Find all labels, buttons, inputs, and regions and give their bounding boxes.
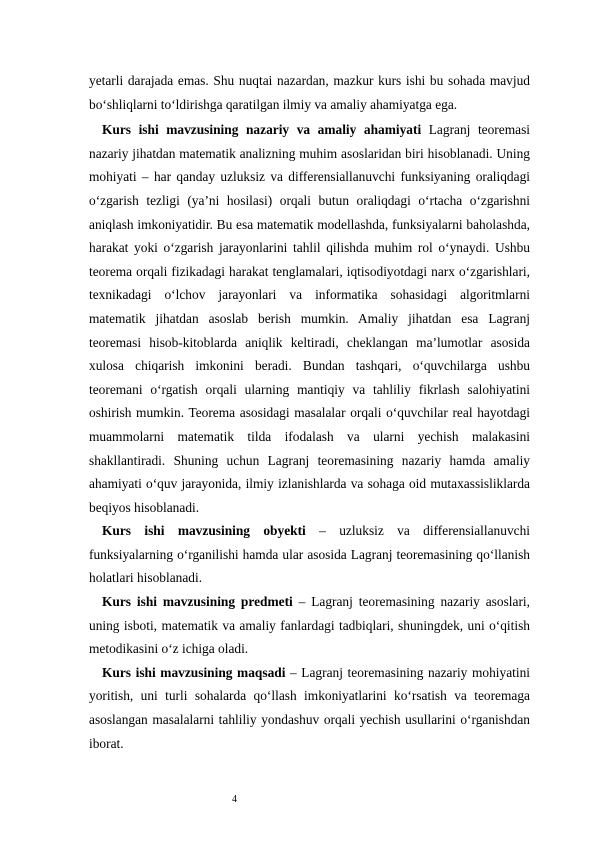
goal-paragraph (89, 661, 530, 755)
object-body: – uzluksiz va differensiallanuvchi funksiyalarning o‘rganilishi hamda ular asosida Lagranj teoremasining qo‘llanish holatlari hisoblanadi. (89, 523, 531, 586)
goal-body: – Lagranj teoremasining nazariy mohiyatini yoritish, uni turli sohalarda qo‘llash imkoniyatlarini ko‘rsatish va teoremaga asoslangan masalalarni tahliliy yondashuv orqali yechish usullarini o‘rganishdan iborat. (89, 664, 530, 751)
page-number: 4 (232, 794, 237, 805)
subject-heading: Kurs ishi mavzusining predmeti (102, 594, 293, 610)
document-page (89, 69, 530, 755)
goal-heading: Kurs ishi mavzusining maqsadi (102, 664, 286, 680)
significance-heading: Kurs ishi mavzusining nazariy va amaliy ahamiyati (102, 122, 422, 138)
object-paragraph (89, 519, 530, 590)
subject-paragraph (89, 590, 530, 661)
object-heading: Kurs ishi mavzusining obyekti (102, 523, 306, 539)
intro-paragraph: yetarli darajada emas. Shu nuqtai nazardan, mazkur kurs ishi bu sohada mavjud bo‘shliqlarni to‘ldirishga qaratilgan ilmiy va amaliy ahamiyatga ega. (89, 73, 530, 112)
significance-paragraph (89, 118, 530, 519)
subject-body: – Lagranj teoremasining nazariy asoslari, uning isboti, matematik va amaliy fanlardagi tadbiqlari, shuningdek, uni o‘qitish metodikasini o‘z ichiga oladi. (89, 594, 530, 657)
significance-body: Lagranj teoremasi nazariy jihatdan matematik analizning muhim asoslaridan biri hisoblanadi. Uning mohiyati – har qanday uzluksiz va differensiallanuvchi funksiyaning oraliqdagi o‘zgarish tezligi (ya’ni hosilasi) orqali butun oraliqdagi o‘rtacha o‘zgarishni aniqlash imkoniyatidir. Bu esa matematik modellashda, funksiyalarni baholashda, harakat yoki o‘zgarish jarayonlarini tahlil qilishda muhim rol o‘ynaydi. Ushbu teorema orqali fizikadagi harakat tenglamalari, iqtisodiyotdagi narx o‘zgarishlari, texnikadagi o‘lchov jarayonlari va informatika sohasidagi algoritmlarni matematik jihatdan asoslab berish mumkin. Amaliy jihatdan esa Lagranj teoremasi hisob-kitoblarda aniqlik keltiradi, cheklangan ma’lumotlar asosida xulosa chiqarish imkonini beradi. Bundan tashqari, o‘quvchilarga ushbu teoremani o‘rgatish orqali ularning mantiqiy va tahliliy fikrlash salohiyatini oshirish mumkin. Teorema asosidagi masalalar orqali o‘quvchilar real hayotdagi muammolarni matematik tilda ifodalash va ularni yechish malakasini shakllantiradi. Shuning uchun Lagranj teoremasining nazariy hamda amaliy ahamiyati o‘quv jarayonida, ilmiy izlanishlarda va sohaga oid mutaxassisliklarda beqiyos hisoblanadi. (89, 122, 531, 515)
